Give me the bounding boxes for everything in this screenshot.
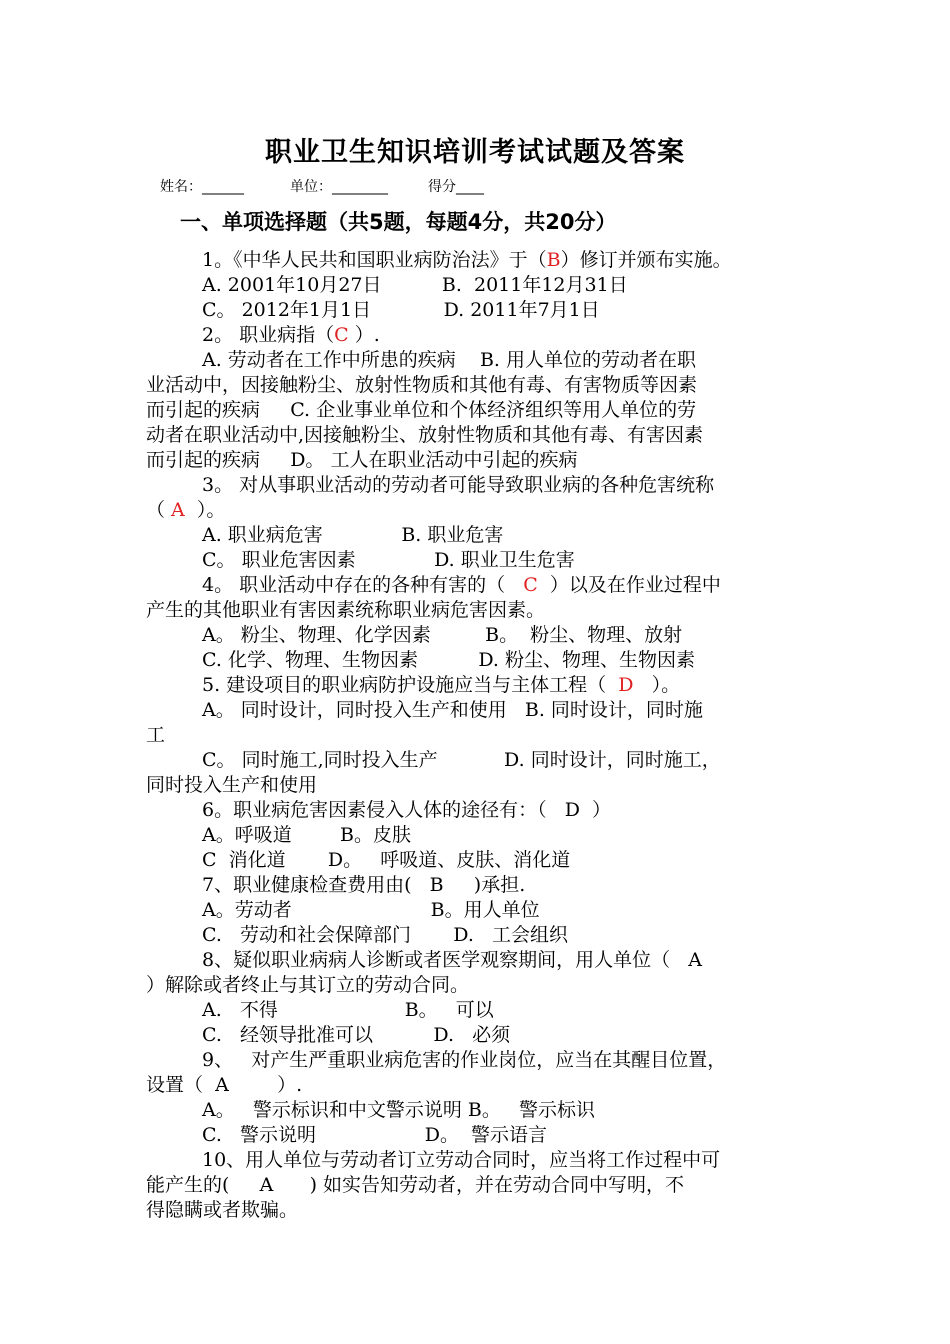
text-line-q1-ab: A. 2001年10月27日 B. 2011年12月31日 (202, 274, 628, 296)
answer-mark: B (546, 249, 561, 271)
text-line-q6-cd: C 消化道 D。 呼吸道、皮肤、消化道 (202, 849, 571, 871)
page-title: 职业卫生知识培训考试试题及答案 (265, 137, 685, 168)
line-text: 5. 建设项目的职业病防护设施应当与主体工程（ (202, 674, 619, 696)
text-line-q2-opt5: 而引起的疾病 D。 工人在职业活动中引起的疾病 (146, 449, 578, 471)
text-line-q2-opt4: 动者在职业活动中,因接触粉尘、放射性物质和其他有毒、有害因素 (146, 424, 704, 446)
text-line-q8: 8、疑似职业病病人诊断或者医学观察期间，用人单位（ A (202, 949, 702, 971)
text-line-q7: 7、职业健康检查费用由( B )承担. (202, 874, 526, 896)
answer-mark: D (618, 674, 634, 696)
text-line-q4 (146, 573, 816, 598)
section-heading: 一、单项选择题（共5题，每题4分，共20分） (180, 210, 617, 234)
unit-field-label: 单位：________ (290, 179, 388, 195)
line-text: ）修订并颁布实施。 (560, 249, 732, 271)
text-line-q4-b: 产生的其他职业有害因素统称职业病危害因素。 (146, 599, 546, 621)
line-text: ）. (348, 324, 380, 346)
answer-mark: C (334, 324, 349, 346)
score-field-label: 得分____ (428, 179, 484, 195)
text-line-q3-b (146, 498, 816, 523)
text-line-q3 (146, 473, 816, 498)
text-line-q9-ab: A。 警示标识和中文警示说明 B。 警示标识 (202, 1099, 595, 1121)
text-line-q10-b: 能产生的( A ) 如实告知劳动者，并在劳动合同中写明，不 (146, 1174, 685, 1196)
text-line-q8-cd: C. 经领导批准可以 D. 必须 (202, 1024, 511, 1046)
text-line-q8-b: ）解除或者终止与其订立的劳动合同。 (146, 974, 470, 996)
text-line-q2-opt2: 业活动中，因接触粉尘、放射性物质和其他有毒、有害物质等因素 (146, 374, 698, 396)
text-line-q10: 10、用人单位与劳动者订立劳动合同时，应当将工作过程中可 (202, 1149, 721, 1171)
text-line-q5-cd: C。 同时施工,同时投入生产 D. 同时设计，同时施工， (202, 749, 721, 771)
text-line-q5-cd2: 同时投入生产和使用 (146, 774, 318, 796)
text-line-q5 (146, 673, 816, 698)
answer-mark: A (171, 499, 185, 521)
line-text: 2。 职业病指（ (202, 324, 335, 346)
text-line-q1 (146, 248, 816, 273)
line-text: ）。 (633, 674, 681, 696)
line-text: （ (146, 499, 172, 521)
text-line-q9-b: 设置（ A ）. (146, 1074, 303, 1096)
exam-info-line (160, 176, 484, 196)
line-text: 1。《中华人民共和国职业病防治法》于（ (202, 249, 547, 271)
line-text: ）以及在作业过程中 (537, 574, 721, 596)
line-text: 4。 职业活动中存在的各种有害的（ (202, 574, 524, 596)
text-line-q2-opt1: A. 劳动者在工作中所患的疾病 B. 用人单位的劳动者在职 (202, 349, 697, 371)
text-line-q7-ab: A。劳动者 B。用人单位 (202, 899, 540, 921)
text-line-q9-cd: C. 警示说明 D。 警示语言 (202, 1124, 548, 1146)
answer-mark: C (523, 574, 538, 596)
text-line-q8-ab: A. 不得 B。 可以 (202, 999, 494, 1021)
text-line-q10-c: 得隐瞒或者欺骗。 (146, 1199, 299, 1221)
line-text: 3。 对从事职业活动的劳动者可能导致职业病的各种危害统称 (202, 474, 715, 496)
name-field-label: 姓名：______ (160, 179, 244, 195)
text-line-q2 (146, 323, 816, 348)
text-line-q7-cd: C. 劳动和社会保障部门 D. 工会组织 (202, 924, 569, 946)
text-line-q4-cd: C. 化学、物理、生物因素 D. 粉尘、物理、生物因素 (202, 649, 695, 671)
text-line-q3-cd: C。 职业危害因素 D. 职业卫生危害 (202, 549, 575, 571)
text-line-q1-cd: C。 2012年1月1日 D. 2011年7月1日 (202, 299, 600, 321)
text-line-q4-ab: A。 粉尘、物理、化学因素 B。 粉尘、物理、放射 (202, 624, 683, 646)
text-line-q6: 6。职业病危害因素侵入人体的途径有：（ D ） (202, 799, 612, 821)
text-line-q5-ab: A。 同时设计，同时投入生产和使用 B. 同时设计，同时施 (202, 699, 703, 721)
text-line-q9: 9、 对产生严重职业病危害的作业岗位，应当在其醒目位置， (202, 1049, 727, 1071)
text-line-q3-ab: A. 职业病危害 B. 职业危害 (202, 524, 504, 546)
text-line-q6-ab: A。呼吸道 B。皮肤 (202, 824, 412, 846)
text-line-q5-ab2: 工 (146, 724, 166, 746)
line-text: ）。 (184, 499, 226, 521)
question-list (146, 248, 816, 1223)
text-line-q2-opt3: 而引起的疾病 C. 企业事业单位和个体经济组织等用人单位的劳 (146, 399, 697, 421)
